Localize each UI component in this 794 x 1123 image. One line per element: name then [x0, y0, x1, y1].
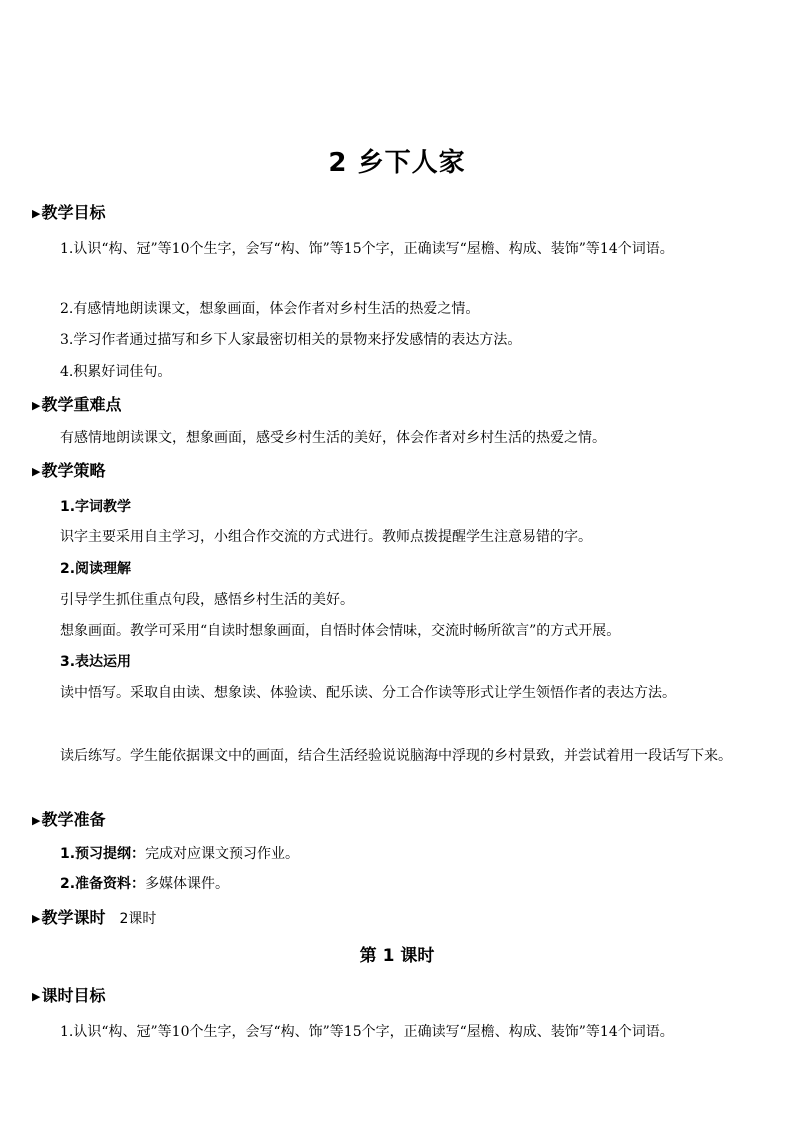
- preparation-item-1: 1.预习提纲：完成对应课文预习作业。: [60, 846, 300, 862]
- triangle-bullet-icon: ▶: [32, 814, 41, 827]
- lesson-goal-item-1: 1.认识“构、冠”等10个生字，会写“构、饰”等15个字，正确读写“屋檐、构成、装饰”等14个词语。: [60, 1024, 674, 1040]
- strategy-subheading-expression: 3.表达运用: [60, 654, 132, 670]
- strategy-expression-text-2: 读后练写。学生能依据课文中的画面，结合生活经验说说脑海中浮现的乡村景致，并尝试着用一段话写下来。: [60, 748, 732, 764]
- strategy-reading-text-2: 想象画面。教学可采用“自读时想象画面，自悟时体会情味，交流时畅所欲言”的方式开展。: [60, 623, 621, 639]
- triangle-bullet-icon: ▶: [32, 207, 41, 220]
- strategy-reading-text-1: 引导学生抓住重点句段，感悟乡村生活的美好。: [60, 592, 354, 608]
- section-heading-hours: ▶教学课时 2课时: [32, 908, 157, 927]
- section-heading-strategy: ▶教学策略: [32, 461, 106, 480]
- goal-item-2: 2.有感情地朗读课文，想象画面，体会作者对乡村生活的热爱之情。: [60, 301, 480, 317]
- triangle-bullet-icon: ▶: [32, 990, 41, 1003]
- triangle-bullet-icon: ▶: [32, 399, 41, 412]
- strategy-subheading-reading: 2.阅读理解: [60, 561, 132, 577]
- strategy-expression-text-1: 读中悟写。采取自由读、想象读、体验读、配乐读、分工合作读等形式让学生领悟作者的表达方法。: [60, 685, 676, 701]
- page-title: 2 乡下人家: [328, 148, 466, 178]
- triangle-bullet-icon: ▶: [32, 465, 41, 478]
- key-points-text: 有感情地朗读课文，想象画面，感受乡村生活的美好，体会作者对乡村生活的热爱之情。: [60, 430, 606, 446]
- section-heading-lesson-goals: ▶课时目标: [32, 986, 106, 1005]
- section-heading-preparation: ▶教学准备: [32, 810, 106, 829]
- hours-value: 2课时: [119, 911, 157, 927]
- goal-item-1: 1.认识“构、冠”等10个生字，会写“构、饰”等15个字，正确读写“屋檐、构成、装饰”等14个词语。: [60, 241, 674, 257]
- goal-item-3: 3.学习作者通过描写和乡下人家最密切相关的景物来抒发感情的表达方法。: [60, 332, 522, 348]
- strategy-subheading-vocab: 1.字词教学: [60, 499, 132, 515]
- preparation-item-2: 2.准备资料：多媒体课件。: [60, 876, 230, 892]
- triangle-bullet-icon: ▶: [32, 912, 41, 925]
- lesson-title: 第 1 课时: [359, 946, 435, 966]
- strategy-vocab-text: 识字主要采用自主学习，小组合作交流的方式进行。教师点拨提醒学生注意易错的字。: [60, 529, 592, 545]
- section-heading-key-points: ▶教学重难点: [32, 395, 122, 414]
- goal-item-4: 4.积累好词佳句。: [60, 364, 172, 380]
- section-heading-goals: ▶教学目标: [32, 203, 106, 222]
